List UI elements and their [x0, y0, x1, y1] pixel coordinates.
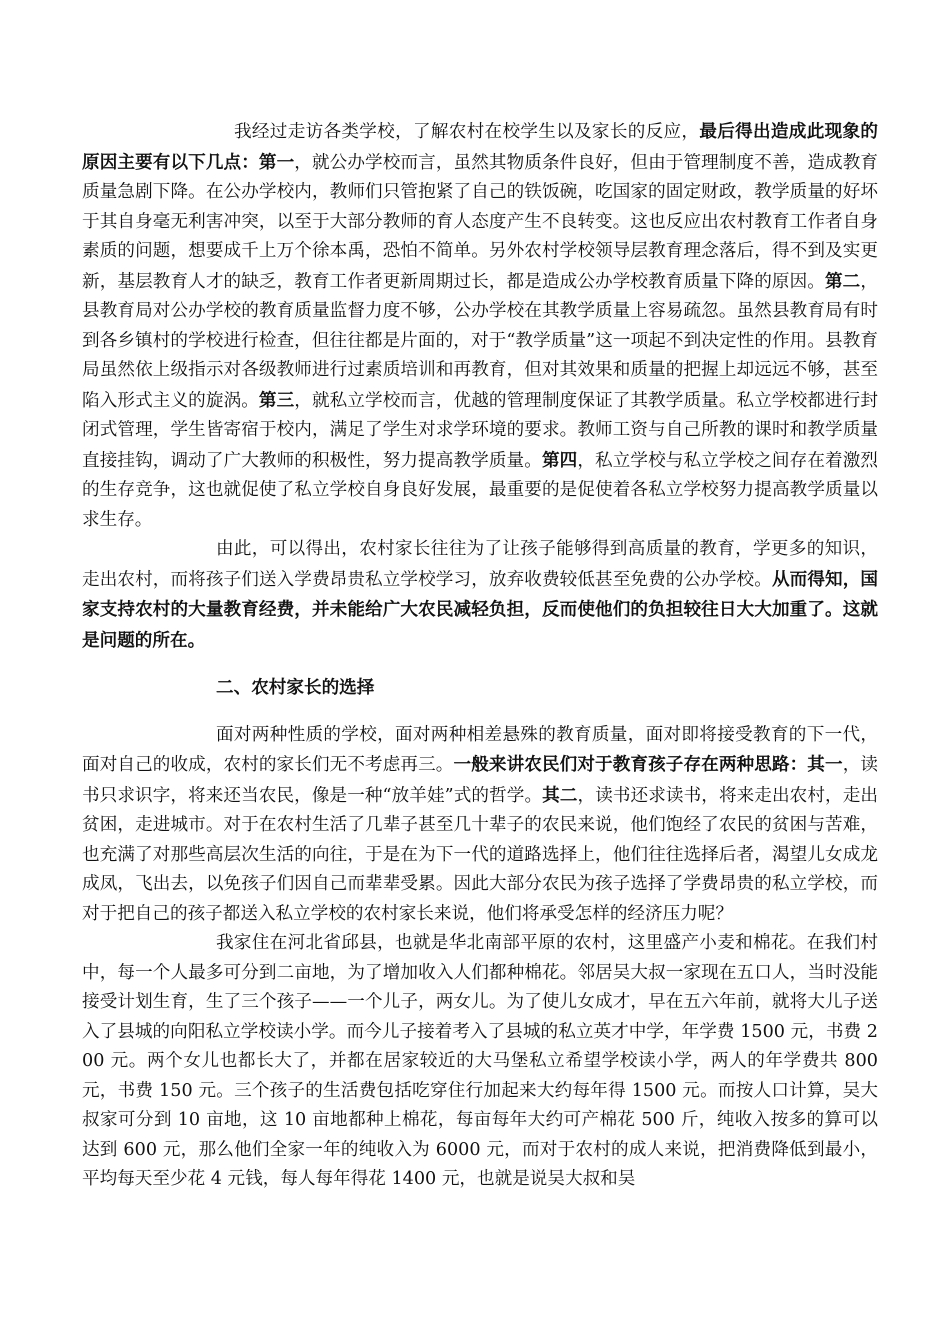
paragraph-conclusion [82, 535, 878, 656]
paragraph-text: ，读书只求识字，将来还当农民，像是一种“放羊娃”式的哲学。 [82, 755, 878, 806]
bold-text: 第二 [824, 270, 861, 292]
paragraph-text: ，私立学校与私立学校之间存在着激烈的生存竞争，这也就促使了私立学校自身良好发展，最重要的是促使着各私立学校努力提高教学质量以求生存。 [82, 450, 878, 530]
paragraph-causes [82, 117, 878, 535]
paragraph-text: 我经过走访各类学校，了解农村在校学生以及家长的反应， [234, 122, 700, 142]
bold-text: 从而得知，国家支持农村的大量教育经费，并未能给广大农民减轻负担，反而使他们的负担较往日大大加重了。这就是问题的所在。 [82, 568, 878, 651]
paragraph-text: 面对两种性质的学校，面对两种相差悬殊的教育质量，面对即将接受教育的下一代，面对自己的收成，农村的家长们无不考虑再三。 [82, 724, 878, 775]
bold-text: 第四 [541, 449, 578, 471]
bold-text: 第三 [258, 389, 295, 411]
paragraph-example [82, 929, 878, 1195]
spacer [82, 656, 878, 673]
bold-text: 一般来讲农民们对于教育孩子存在两种思路：其一 [453, 754, 843, 775]
section-heading: 二、农村家长的选择 [216, 677, 375, 698]
paragraph-text: ，读书还求读书，将来走出农村，走出贫困，走进城市。对于在农村生活了几辈子甚至几十辈子的农民来说，他们饱经了农民的贫困与苦难，也充满了对那些高层次生活的向往，于是在为下一代的道路选择上，他们往往选择后者，渴望儿女成龙成凤，飞出去，以免孩子们因自己而辈辈受累。因此大部分农民为孩子选择了学费昂贵的私立学校，而对于把自己的孩子都送入私立学校的农村家长来说，他们将承受怎样的经济压力呢？ [82, 785, 878, 924]
document-page [82, 117, 878, 1195]
paragraph-text: 我家住在河北省邱县，也就是华北南部平原的农村，这里盛产小麦和棉花。在我们村中，每一个人最多可分到二亩地，为了增加收入人们都种棉花。邻居吴大叔一家现在五口人，当时没能接受计划生育，生了三个孩子——一个儿子，两女儿。为了使儿女成才，早在五六年前，就将大儿子送入了县城的向阳私立学校读小学。而今儿子接着考入了县城的私立英才中学，年学费 1500 元，书费 200 元。两个女儿也都长大了，并都在居家较近的大马堡私立希望学校读小学，两人的年学费共 800 元，书费 150 元。三个孩子的生活费包括吃穿住行加起来大约每年得 1500 元。而按人口计算，吴大叔家可分到 10 亩地，这 10 亩地都种上棉花，每亩每年大约可产棉花 500 斤，纯收入按多的算可以达到 600 元，那么他们全家一年的纯收入为 6000 元，而对于农村的成人来说，把消费降低到最小，平均每天至少花 4 元钱，每人每年得花 1400 元，也就是说吴大叔和吴 [82, 933, 878, 1189]
paragraph-text: 由此，可以得出，农村家长往往为了让孩子能够得到高质量的教育，学更多的知识，走出农村，而将孩子们送入学费昂贵私立学校学习，放弃收费较低甚至免费的公办学校。 [82, 539, 878, 590]
paragraph-text: ，县教育局对公办学校的教育质量监督力度不够，公办学校在其教学质量上容易疏忽。虽然县教育局有时到各乡镇村的学校进行检查，但往往都是片面的，对于“教学质量”这一项起不到决定性的作用。县教育局虽然依上级指示对各级教师进行过素质培训和再教育，但对其效果和质量的把握上却远远不够，甚至陷入形式主义的旋涡。 [82, 271, 878, 411]
paragraph-choices [82, 721, 878, 930]
paragraph-text: ，就公办学校而言，虽然其物质条件良好，但由于管理制度不善，造成教育质量急剧下降。在公办学校内，教师们只管抱紧了自己的铁饭碗，吃国家的固定财政，教学质量的好坏于其自身毫无利害冲突，以至于大部分教师的育人态度产生不良转变。这也反应出农村教育工作者自身素质的问题，想要成千上万个徐本禹，恐怕不简单。另外农村学校领导层教育理念落后，得不到及实更新，基层教育人才的缺乏，教育工作者更新周期过长，都是造成公办学校教育质量下降的原因。 [82, 152, 878, 292]
paragraph-text: ，就私立学校而言，优越的管理制度保证了其教学质量。私立学校都进行封闭式管理，学生皆寄宿于校内，满足了学生对求学环境的要求。教师工资与自己所教的课时和教学质量直接挂钩，调动了广大教师的积极性，努力提高教学质量。 [82, 390, 878, 471]
bold-text: 最后得出造成此现象的原因主要有以下几点：第一 [82, 121, 878, 173]
spacer [82, 703, 878, 721]
bold-text: 其二 [542, 784, 578, 806]
